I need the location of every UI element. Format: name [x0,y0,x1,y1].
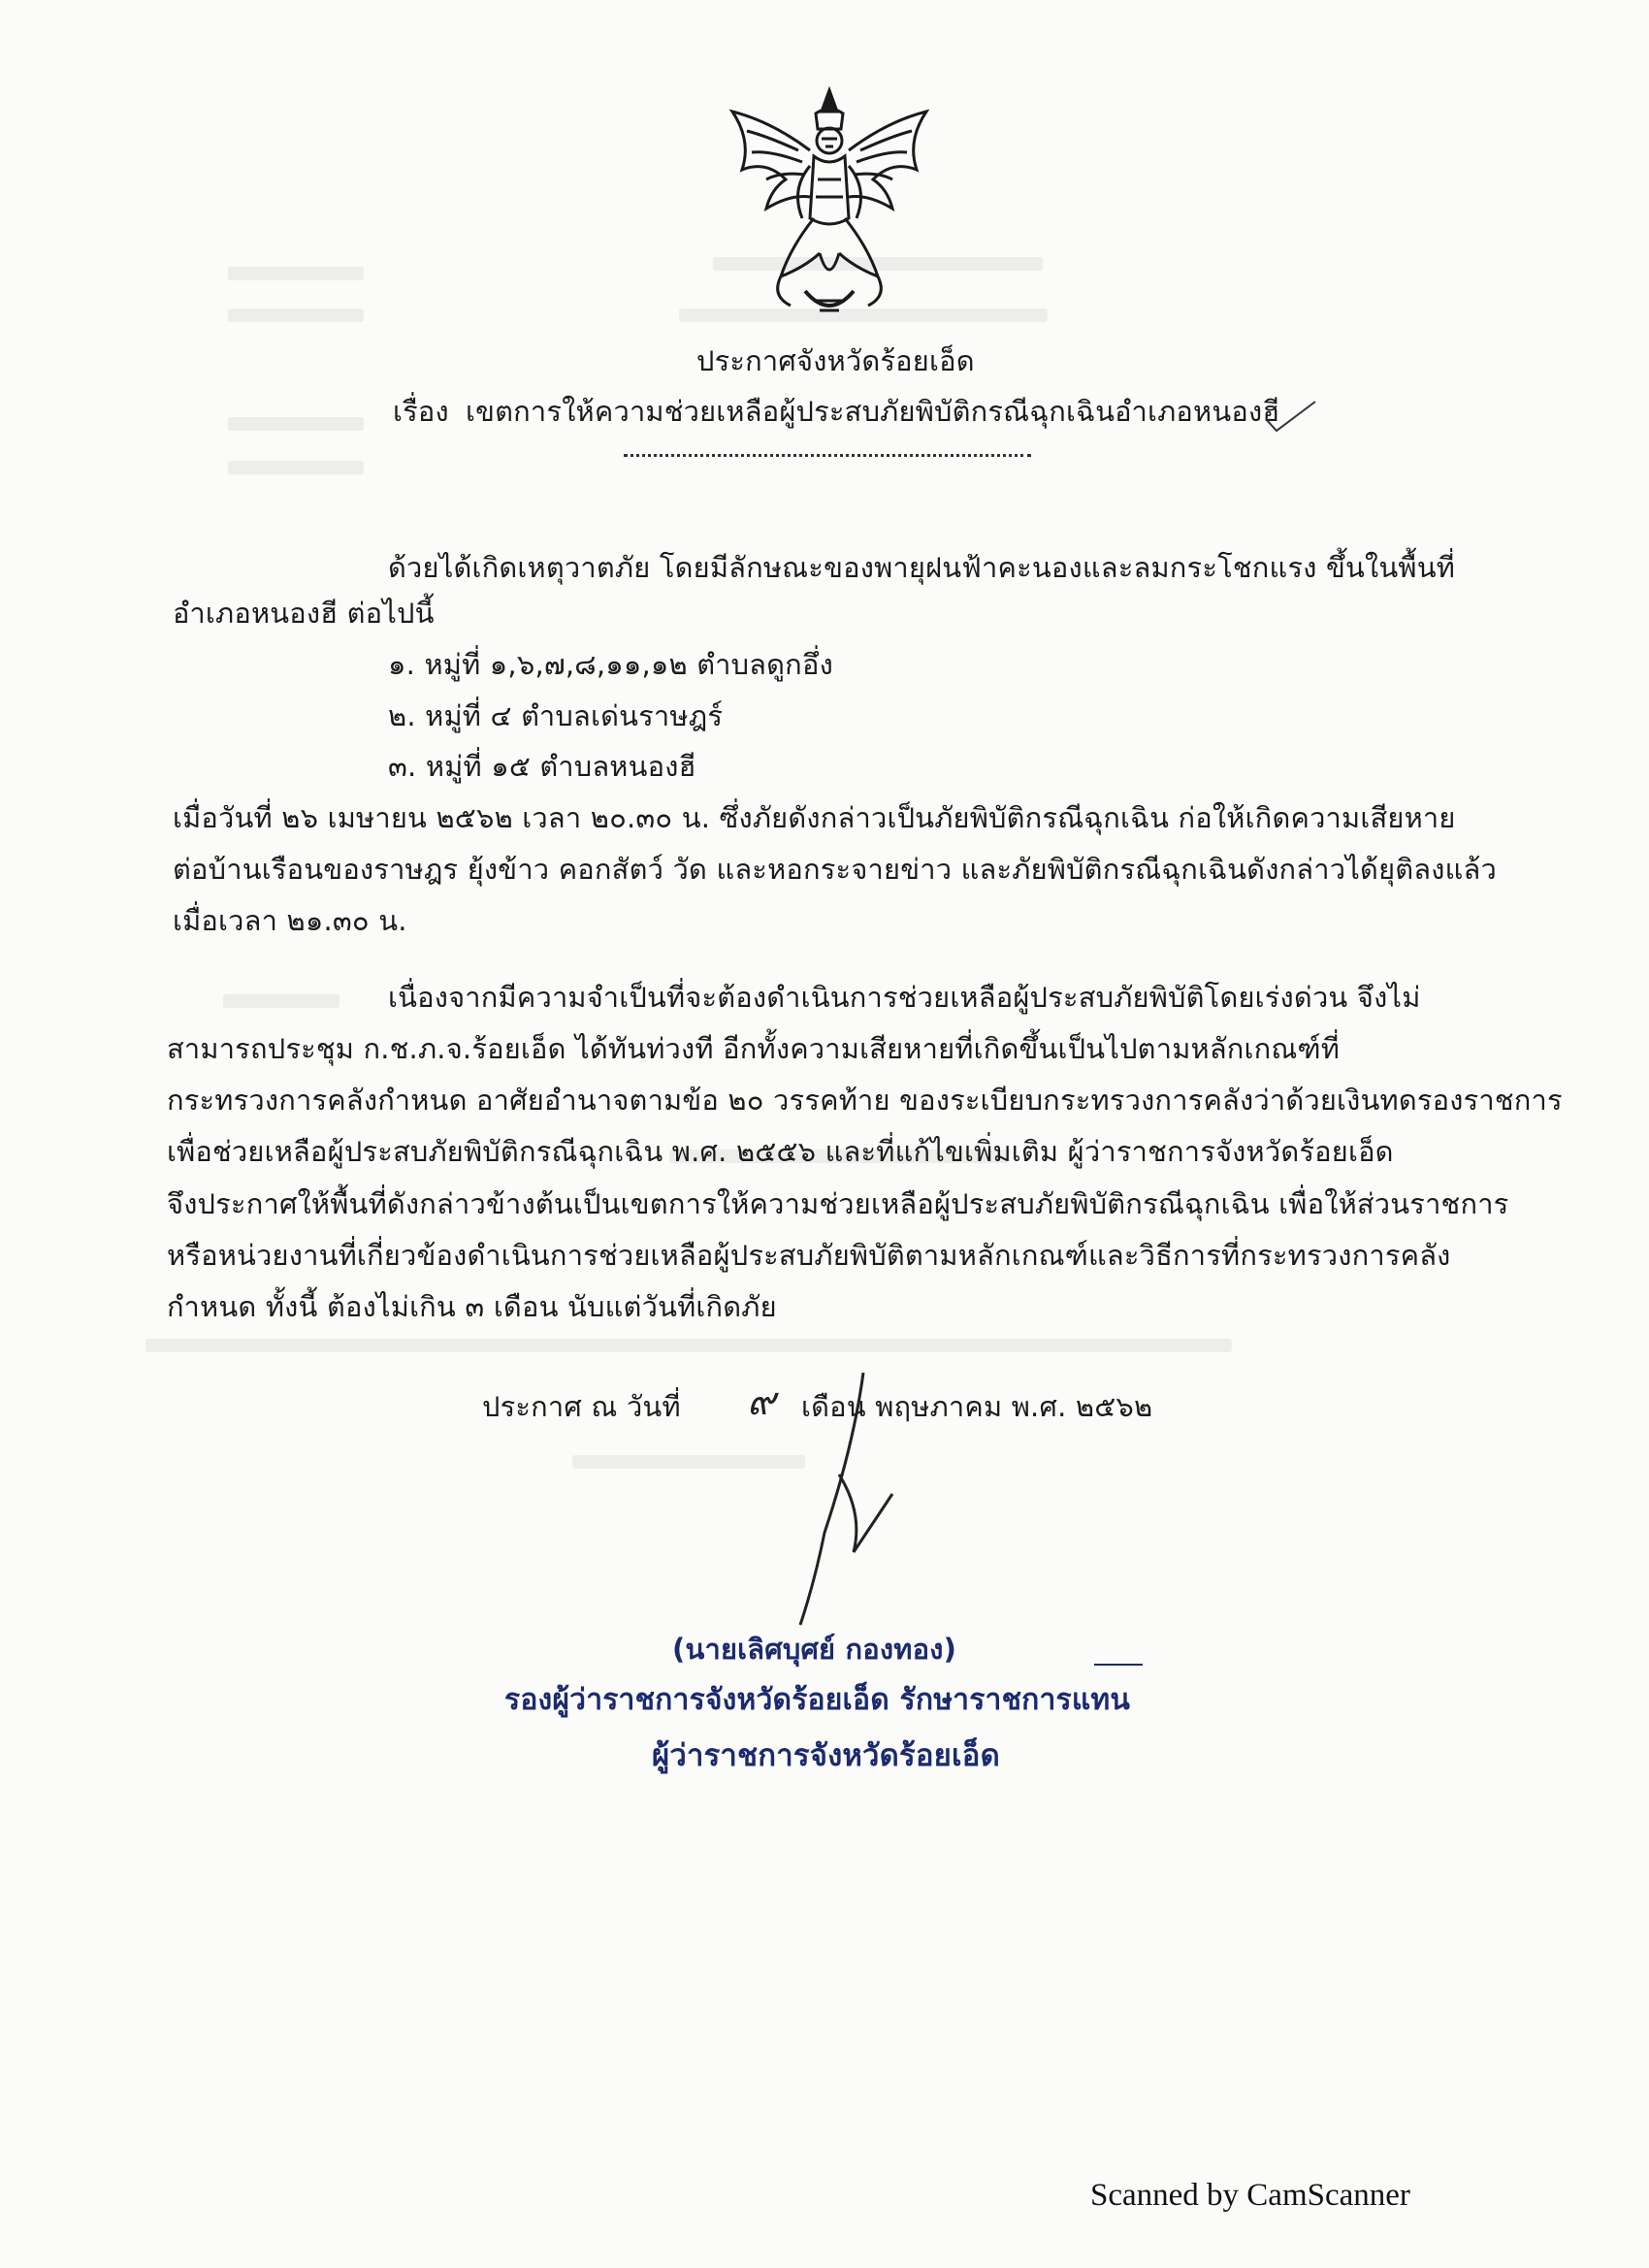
garuda-emblem-icon [713,82,946,325]
bleed-through [228,267,364,280]
bleed-through [228,417,364,431]
dotted-separator [624,454,1031,457]
paragraph3-line: เนื่องจากมีความจำเป็นที่จะต้องดำเนินการช่วยเหลือผู้ประสบภัยพิบัติโดยเร่งด่วน จึงไม่ [388,981,1421,1014]
announce-prefix: ประกาศ ณ วันที่ [482,1390,681,1423]
paragraph2-line: เมื่อเวลา ๒๑.๓๐ น. [173,904,407,937]
bleed-through [223,994,340,1008]
paragraph3-line: กระทรวงการคลังกำหนด อาศัยอำนาจตามข้อ ๒๐ วรรคท้าย ของระเบียบกระทรวงการคลังว่าด้วยเงินทดรองราชการ [167,1084,1563,1117]
announce-day: ๙ [747,1379,776,1424]
bleed-through [228,461,364,474]
subject-label: เรื่อง [393,395,449,428]
list-item: ๒. หมู่ที่ ๔ ตำบลเด่นราษฎร์ [388,699,724,732]
bleed-through [228,308,364,322]
document-title: ประกาศจังหวัดร้อยเอ็ด [696,344,975,377]
paragraph3-line: หรือหน่วยงานที่เกี่ยวข้องดำเนินการช่วยเหลือผู้ประสบภัยพิบัติตามหลักเกณฑ์และวิธีการที่กระทรวงการคลัง [167,1239,1451,1272]
scanner-watermark: Scanned by CamScanner [1090,2178,1410,2213]
checkmark-icon [1261,398,1319,437]
paragraph2-line: ต่อบ้านเรือนของราษฎร ยุ้งข้าว คอกสัตว์ วัด และหอกระจายข่าว และภัยพิบัติกรณีฉุกเฉินดังกล่าวได้ยุติลงแล้ว [173,853,1497,886]
stamp-rule [1094,1664,1143,1666]
paragraph2-line: เมื่อวันที่ ๒๖ เมษายน ๒๕๖๒ เวลา ๒๐.๓๐ น. ซึ่งภัยดังกล่าวเป็นภัยพิบัติกรณีฉุกเฉิน ก่อให้เกิดความเสียหาย [173,801,1456,834]
list-item: ๓. หมู่ที่ ๑๕ ตำบลหนองฮี [388,750,696,783]
paragraph3-line: เพื่อช่วยเหลือผู้ประสบภัยพิบัติกรณีฉุกเฉิน พ.ศ. ๒๕๕๖ และที่แก้ไขเพิ่มเติม ผู้ว่าราชการจังหวัดร้อยเอ็ด [167,1135,1394,1168]
signatory-name: (นายเลิศบุศย์ กองทอง) [672,1633,957,1666]
bleed-through [146,1339,1232,1352]
signatory-position: ผู้ว่าราชการจังหวัดร้อยเอ็ด [652,1738,1000,1773]
subject-text: เขตการให้ความช่วยเหลือผู้ประสบภัยพิบัติกรณีฉุกเฉินอำเภอหนองฮี [466,395,1280,428]
handwritten-signature [747,1368,922,1630]
paragraph3-line: สามารถประชุม ก.ช.ภ.จ.ร้อยเอ็ด ได้ทันท่วงที อีกทั้งความเสียหายที่เกิดขึ้นเป็นไปตามหลักเกณฑ์ที่ [167,1032,1341,1065]
paragraph1-line1: ด้วยได้เกิดเหตุวาตภัย โดยมีลักษณะของพายุฝนฟ้าคะนองและลมกระโชกแรง ขึ้นในพื้นที่ [388,551,1456,584]
announce-suffix: เดือน พฤษภาคม พ.ศ. ๒๕๖๒ [801,1390,1153,1423]
signatory-position: รองผู้ว่าราชการจังหวัดร้อยเอ็ด รักษาราชการแทน [504,1683,1131,1717]
paragraph3-line: กำหนด ทั้งนี้ ต้องไม่เกิน ๓ เดือน นับแต่วันที่เกิดภัย [167,1290,777,1323]
list-item: ๑. หมู่ที่ ๑,๖,๗,๘,๑๑,๑๒ ตำบลดูกอึ่ง [388,648,833,681]
paragraph3-line: จึงประกาศให้พื้นที่ดังกล่าวข้างต้นเป็นเขตการให้ความช่วยเหลือผู้ประสบภัยพิบัติกรณีฉุกเฉิน เพื่อให้ส่วนราชการ [167,1187,1509,1220]
paragraph1-line2: อำเภอหนองฮี ต่อไปนี้ [173,597,435,630]
